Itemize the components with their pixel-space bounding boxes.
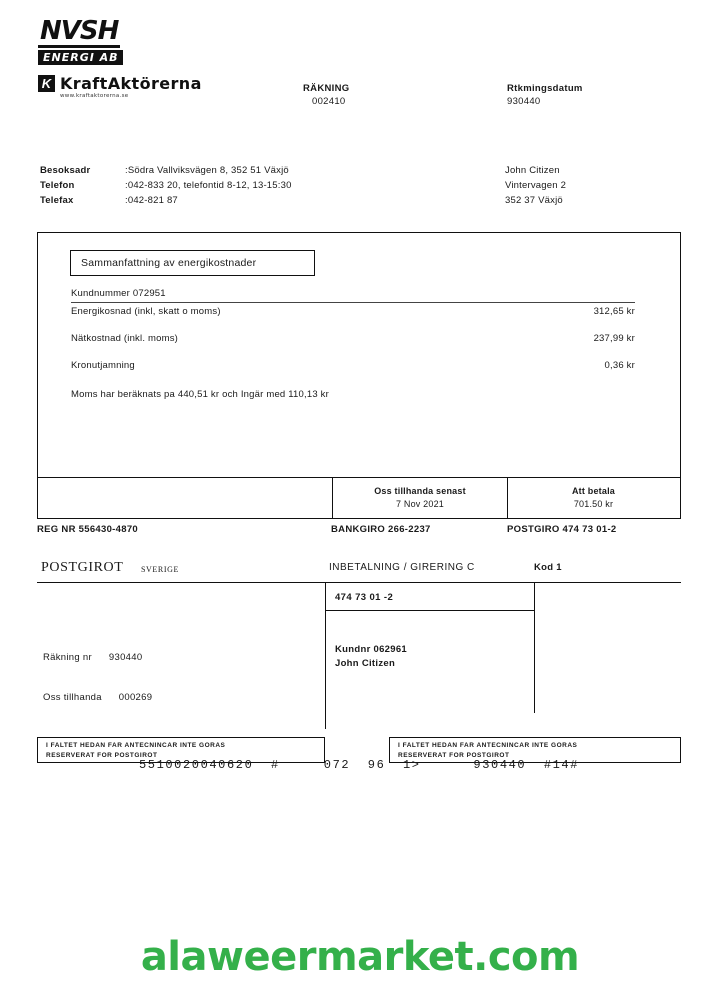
slip-payer-name: John Citizen — [335, 658, 396, 669]
cost-row — [71, 333, 635, 360]
giro-account-number: 474 73 01 -2 — [325, 583, 535, 611]
contact-row — [40, 193, 292, 208]
energy-cost-summary-box — [37, 232, 681, 519]
invoice-date-field — [507, 82, 583, 108]
bankgiro-number: BANKGIRO 266-2237 — [331, 524, 431, 535]
contact-key: Besoksadr — [40, 165, 91, 176]
recipient-address-block — [505, 163, 566, 208]
cost-label: Nätkostnad (inkl. moms) — [71, 333, 179, 344]
contact-row — [40, 163, 292, 178]
nvsh-brand-word: NVSH — [40, 16, 119, 46]
nvsh-logo — [38, 18, 134, 66]
slip-receipt-value: 000269 — [118, 692, 153, 703]
contact-value: :042-833 20, telefontid 8-12, 13-15:30 — [125, 180, 292, 191]
amount-to-pay-label: Att betala — [571, 486, 615, 496]
totals-strip — [38, 477, 680, 518]
invoice-number-value: 002410 — [312, 96, 346, 107]
cost-amount: 237,99 kr — [593, 333, 635, 344]
amount-to-pay-value: 701.50 kr — [573, 499, 614, 509]
amount-to-pay-cell — [507, 478, 679, 518]
cost-label: Kronutjamning — [71, 360, 135, 371]
slip-invoice-value: 930440 — [108, 652, 143, 663]
watermark-text: alaweermarket.com — [140, 934, 580, 980]
slip-invoice-row — [43, 638, 152, 678]
contact-value: :Södra Vallviksvägen 8, 352 51 Växjö — [125, 165, 289, 176]
company-logo — [38, 18, 248, 99]
slip-left-fields — [43, 638, 152, 718]
slip-receipt-row — [43, 678, 152, 718]
kraftaktorerna-url: www.kraftaktorerna.se — [60, 93, 129, 99]
invoice-date-label: Rtkmingsdatum — [507, 83, 583, 94]
cost-amount: 312,65 kr — [593, 306, 635, 317]
cost-row — [71, 306, 635, 333]
payment-slip-header — [37, 560, 681, 582]
summary-title: Sammanfattning av energikostnader — [70, 250, 315, 276]
postgirot-wordmark: POSTGIROT — [41, 560, 124, 575]
postgirot-subtitle: SVERIGE — [141, 565, 179, 574]
recipient-name: John Citizen — [505, 165, 560, 176]
contact-key: Telefon — [40, 180, 75, 191]
reserved-note-line2: RESERVERAT FOR POSTGIROT — [46, 752, 158, 759]
cost-amount: 0,36 kr — [604, 360, 635, 371]
transfer-type-label: INBETALNING / GIRERING C — [329, 562, 475, 573]
company-contact-block — [40, 163, 292, 208]
invoice-date-value: 930440 — [507, 96, 541, 107]
reserved-note-line2: RESERVERAT FOR POSTGIROT — [398, 752, 510, 759]
cost-line-items — [71, 306, 635, 387]
postgiro-number: POSTGIRO 474 73 01-2 — [507, 524, 617, 535]
cost-row — [71, 360, 635, 387]
kraftaktorerna-name: KraftAktörerna — [60, 74, 202, 93]
due-date-label: Oss tillhanda senast — [374, 486, 466, 496]
kraftaktorerna-logo — [38, 75, 248, 92]
invoice-number-label: RÄKNING — [303, 83, 350, 94]
vat-note: Moms har beräknats pa 440,51 kr och Ingär med 110,13 kr — [71, 389, 329, 400]
due-date-value: 7 Nov 2021 — [395, 499, 445, 509]
customer-number: Kundnummer 072951 — [71, 288, 635, 303]
totals-blank-cell — [38, 478, 332, 518]
payment-slip — [37, 560, 681, 759]
invoice-number-field — [303, 82, 349, 108]
slip-payer-block — [335, 643, 407, 671]
kraftaktorerna-mark-icon: K — [38, 75, 55, 92]
contact-value: :042-821 87 — [125, 195, 178, 206]
contact-row — [40, 178, 292, 193]
reserved-note-line1: I FALTET HEDAN FAR ANTECNINCAR INTE GORAS — [398, 742, 578, 749]
nvsh-brand-subtitle: ENERGI AB — [38, 50, 123, 65]
slip-invoice-label: Räkning nr — [43, 652, 92, 663]
cost-label: Energikosnad (inkl, skatt o moms) — [71, 306, 221, 317]
slip-payer-customer-number: Kundnr 062961 — [335, 644, 408, 655]
code-label: Kod 1 — [534, 562, 562, 573]
ocr-reference-line: 5510020040620 # 072 96 1> 930440 #14# — [138, 758, 580, 772]
slip-receipt-label: Oss tillhanda — [43, 692, 102, 703]
reserved-note-line1: I FALTET HEDAN FAR ANTECNINCAR INTE GORAS — [46, 742, 226, 749]
payment-slip-body — [37, 582, 681, 759]
due-date-cell — [332, 478, 507, 518]
contact-key: Telefax — [40, 195, 74, 206]
recipient-street: Vintervagen 2 — [505, 180, 567, 191]
registration-number: REG NR 556430-4870 — [37, 524, 138, 535]
recipient-city: 352 37 Växjö — [505, 195, 563, 206]
